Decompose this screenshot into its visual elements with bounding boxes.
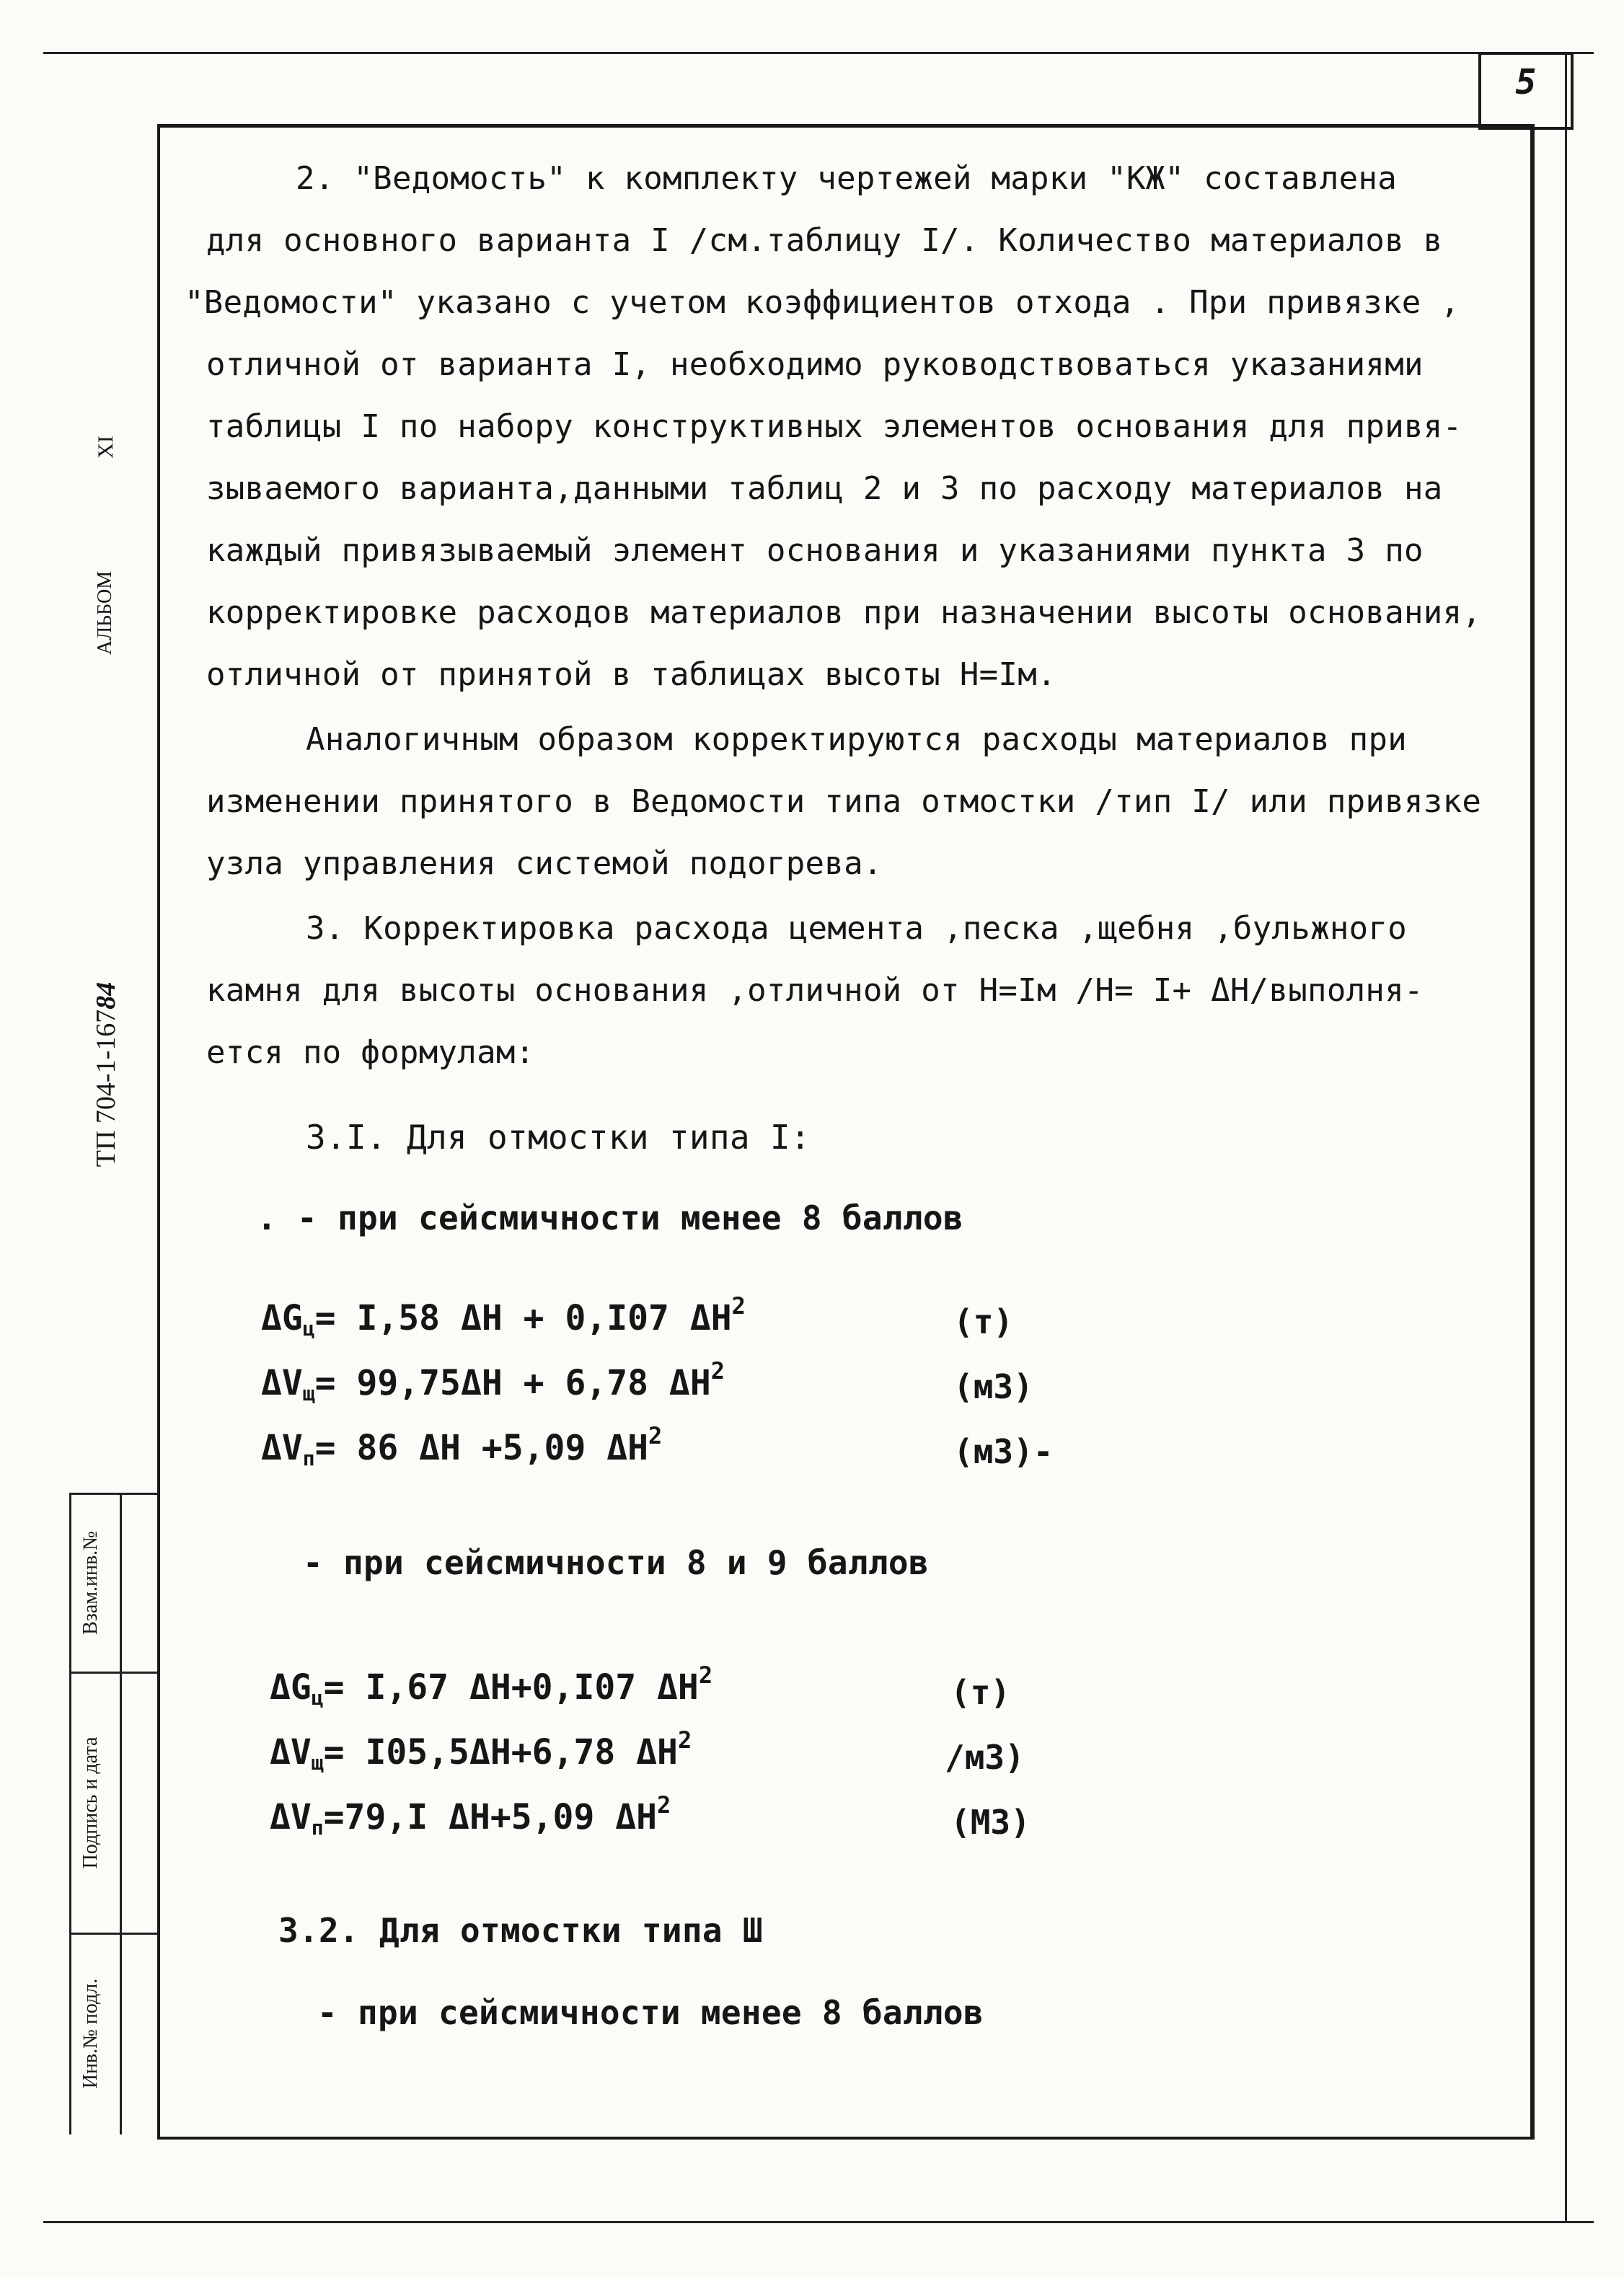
stamp-replaces-inv: Взам.инв.№ <box>79 1531 102 1635</box>
para-line: зываемого варианта,данными таблиц 2 и 3 по расходу материалов на <box>206 470 1443 507</box>
para-line: для основного варианта I /см.таблицу I/. Количество материалов в <box>206 222 1443 259</box>
para-line: Аналогичным образом корректируются расходы материалов при <box>306 721 1408 758</box>
formula-lhs: ΔV <box>261 1363 303 1403</box>
formula-subscript: щ <box>302 1382 315 1405</box>
para-line: узла управления системой подогрева. <box>206 845 883 882</box>
para-line: корректировке расходов материалов при назначении высоты основания, <box>206 594 1482 631</box>
section-3-2-title: 3.2. Для отмостки типа Ш <box>278 1911 763 1950</box>
stamp-top-line <box>69 1493 157 1495</box>
formula-exponent: 2 <box>698 1661 713 1689</box>
section-3-2-case-1: - при сейсмичности менее 8 баллов <box>317 1993 984 2032</box>
bottom-rule <box>43 2221 1594 2223</box>
section-3-1-case-2: - при сейсмичности 8 и 9 баллов <box>303 1543 929 1582</box>
formula-exponent: 2 <box>657 1791 671 1819</box>
para-line: 3. Корректировка расхода цемента ,песка ,щебня ,бульжного <box>306 910 1408 947</box>
formula-lhs: ΔV <box>270 1732 312 1772</box>
formula-rhs: = I05,5ΔН+6,78 ΔН <box>323 1732 678 1772</box>
album-number: XI <box>94 436 118 459</box>
formula-gravel <box>261 1357 725 1405</box>
formula-rhs: =79,I ΔН+5,09 ΔН <box>323 1797 658 1837</box>
album-label: АЛЬБОМ <box>94 570 116 655</box>
sheet-number: 5 <box>1515 62 1537 102</box>
formula-cement <box>261 1292 746 1341</box>
formula-exponent: 2 <box>731 1292 746 1320</box>
stamp-signature-date: Подпись и дата <box>79 1736 102 1869</box>
stamp-div-1 <box>69 1672 157 1674</box>
para-line: каждый привязываемый элемент основания и указаниями пункта 3 по <box>206 532 1424 569</box>
stamp-left-line <box>69 1493 71 2134</box>
unit-sand: (м3)- <box>953 1432 1054 1471</box>
formula-lhs: ΔV <box>261 1428 303 1468</box>
unit-cement-seismic: (т) <box>950 1673 1011 1712</box>
formula-cement-seismic <box>270 1661 713 1710</box>
section-3-1-title: 3.I. Для отмостки типа I: <box>306 1118 811 1157</box>
formula-lhs: ΔG <box>261 1298 303 1338</box>
para-line: "Ведомости" указано с учетом коэффициентов отхода . При привязке , <box>185 284 1460 321</box>
para-line: ется по формулам: <box>206 1034 535 1071</box>
para-line: отличной от принятой в таблицах высоты Н=Iм. <box>206 656 1056 693</box>
top-rule <box>43 52 1594 54</box>
formula-subscript: ц <box>302 1317 315 1341</box>
formula-gravel-seismic <box>270 1726 692 1775</box>
formula-sand <box>261 1422 663 1470</box>
formula-subscript: ц <box>311 1686 324 1710</box>
formula-subscript: п <box>302 1447 315 1470</box>
formula-lhs: ΔV <box>270 1797 312 1837</box>
sheet-number-box <box>1478 52 1574 130</box>
formula-subscript: п <box>311 1816 324 1840</box>
unit-sand-seismic: (М3) <box>950 1803 1031 1842</box>
formula-sand-seismic <box>270 1791 671 1840</box>
formula-rhs: = I,67 ΔН+0,I07 ΔН <box>323 1667 699 1708</box>
stamp-mid-line <box>120 1493 122 2134</box>
right-edge-rule <box>1565 52 1567 2222</box>
para-line: 2. "Ведомость" к комплекту чертежей марки "КЖ" составлена <box>296 160 1398 197</box>
unit-gravel: (м3) <box>953 1367 1033 1406</box>
unit-gravel-seismic: /м3) <box>945 1738 1025 1777</box>
section-3-1-case-1: . - при сейсмичности менее 8 баллов <box>257 1198 963 1237</box>
para-line: изменении принятого в Ведомости типа отмостки /тип I/ или привязке <box>206 783 1482 820</box>
formula-exponent: 2 <box>677 1726 692 1754</box>
para-line: камня для высоты основания ,отличной от Н=Iм /Н= I+ ΔН/выполня- <box>206 972 1424 1009</box>
formula-rhs: = 86 ΔН +5,09 ΔН <box>314 1428 649 1468</box>
project-code <box>90 945 126 1204</box>
para-line: таблицы I по набору конструктивных элементов основания для привя- <box>206 408 1462 445</box>
project-code-handwritten: 84 <box>91 981 121 1010</box>
formula-lhs: ΔG <box>270 1667 312 1708</box>
formula-rhs: = I,58 ΔН + 0,I07 ΔН <box>314 1298 732 1338</box>
formula-exponent: 2 <box>710 1357 725 1385</box>
para-line: отличной от варианта I, необходимо руководствоваться указаниями <box>206 346 1424 383</box>
formula-rhs: = 99,75ΔН + 6,78 ΔН <box>314 1363 711 1403</box>
stamp-inv-original: Инв.№ подл. <box>79 1978 102 2089</box>
project-code-printed: ТП 704-1-167 <box>91 1009 121 1167</box>
unit-cement: (т) <box>953 1302 1014 1341</box>
formula-exponent: 2 <box>648 1422 663 1449</box>
formula-subscript: щ <box>311 1751 324 1775</box>
